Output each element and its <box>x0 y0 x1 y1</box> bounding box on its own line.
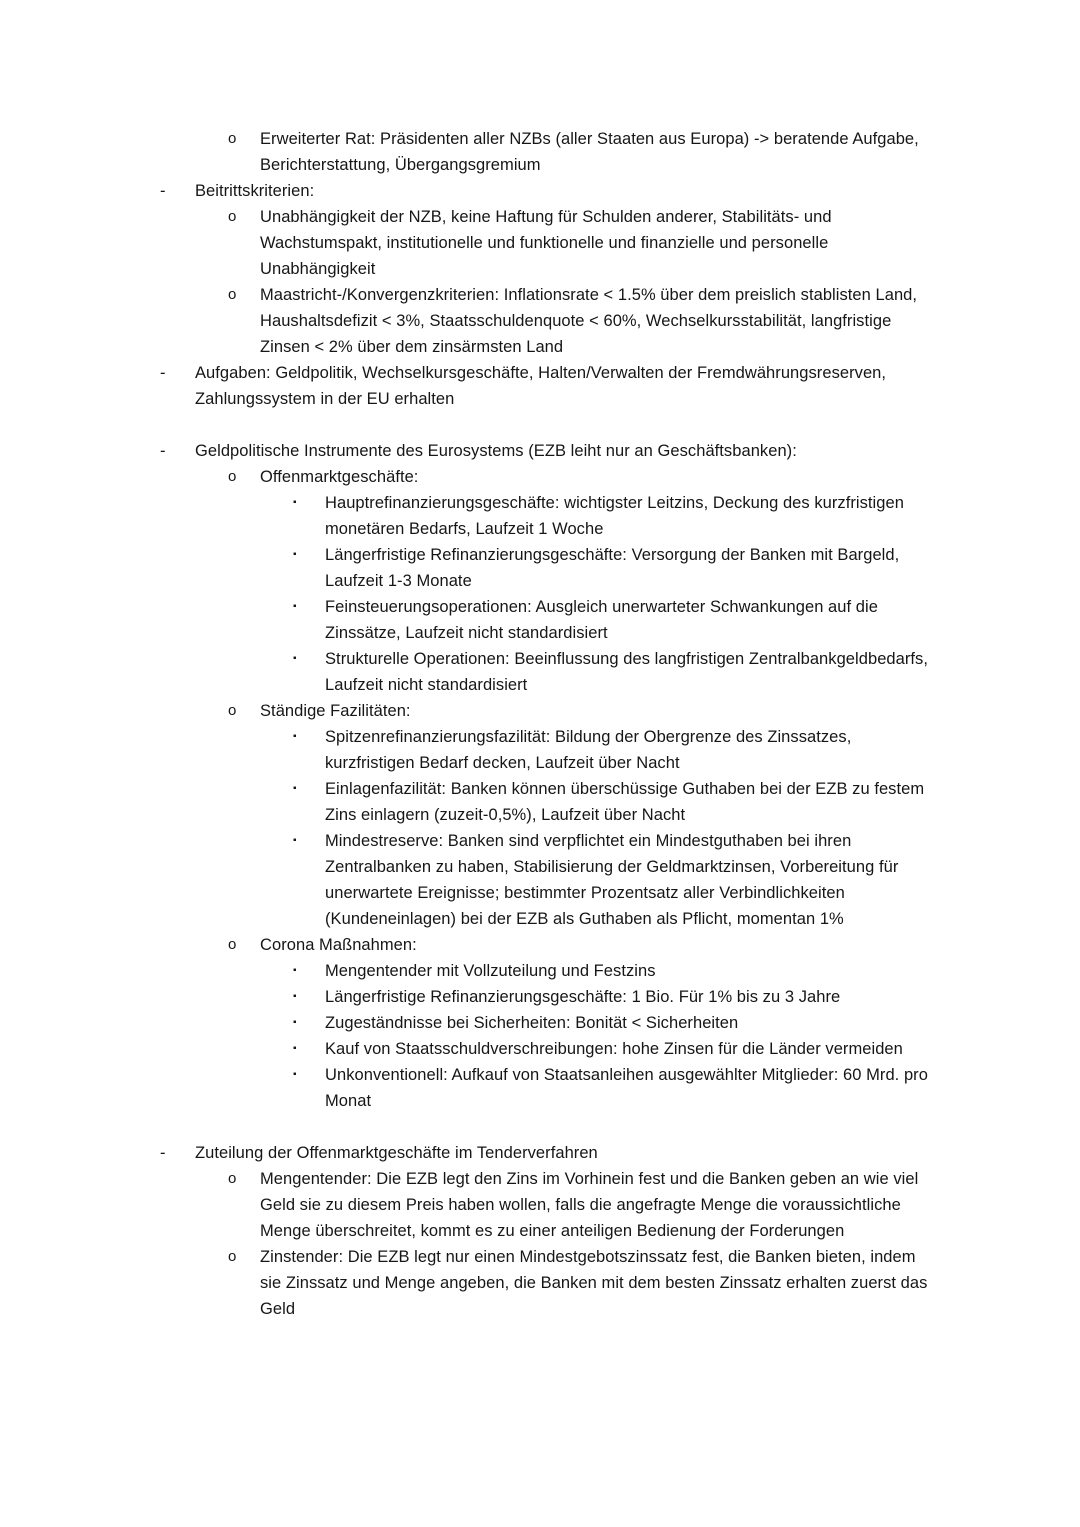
list-item <box>0 490 930 542</box>
list-text: Hauptrefinanzierungsgeschäfte: wichtigster Leitzins, Deckung des kurzfristigen monetären Bedarfs, Laufzeit 1 Woche <box>325 494 904 538</box>
list-item <box>0 828 930 932</box>
bullet-marker: o <box>228 1170 237 1187</box>
bullet-marker: ▪ <box>293 1069 297 1080</box>
bullet-marker: - <box>160 364 166 382</box>
bullet-marker: ▪ <box>293 1043 297 1054</box>
list-item <box>0 1166 930 1244</box>
bullet-marker: ▪ <box>293 549 297 560</box>
list-text: Mengentender: Die EZB legt den Zins im Vorhinein fest und die Banken geben an wie viel Geld sie zu diesem Preis haben wollen, falls die angefragte Menge die voraussichtliche Menge überschreitet, kommt es zu einer anteiligen Bedienung der Forderungen <box>260 1170 919 1240</box>
list-item <box>0 1010 930 1036</box>
list-text: Unabhängigkeit der NZB, keine Haftung für Schulden anderer, Stabilitäts- und Wachstumspakt, institutionelle und funktionelle und finanzielle und personelle Unabhängigkeit <box>260 208 832 278</box>
bullet-marker: - <box>160 1144 166 1162</box>
list-text: Maastricht-/Konvergenzkriterien: Inflationsrate < 1.5% über dem preislich stablisten Land, Haushaltsdefizit < 3%, Staatsschuldenquote < 60%, Wechselkursstabilität, langfristige Zinsen < 2% über dem zinsärmsten Land <box>260 286 918 356</box>
list-text: Aufgaben: Geldpolitik, Wechselkursgeschäfte, Halten/Verwalten der Fremdwährungsreserven, Zahlungssystem in der EU erhalten <box>195 364 887 408</box>
blank-line <box>0 412 930 438</box>
document-body <box>0 126 930 1322</box>
list-item <box>0 360 930 412</box>
list-item <box>0 126 930 178</box>
list-text: Erweiterter Rat: Präsidenten aller NZBs (aller Staaten aus Europa) -> beratende Aufgabe, Berichterstattung, Übergangsgremium <box>260 130 919 174</box>
list-item <box>0 464 930 490</box>
list-item <box>0 594 930 646</box>
list-text: Mengentender mit Vollzuteilung und Festzins <box>325 962 656 980</box>
bullet-marker: ▪ <box>293 783 297 794</box>
list-item <box>0 984 930 1010</box>
list-text: Zinstender: Die EZB legt nur einen Mindestgebotszinssatz fest, die Banken bieten, indem sie Zinssatz und Menge angeben, die Banken mit dem besten Zinssatz erhalten zuerst das Geld <box>260 1248 928 1318</box>
list-text: Strukturelle Operationen: Beeinflussung des langfristigen Zentralbankgeldbedarfs, Laufzeit nicht standardisiert <box>325 650 928 694</box>
list-text: Einlagenfazilität: Banken können überschüssige Guthaben bei der EZB zu festem Zins einlagern (zuzeit-0,5%), Laufzeit über Nacht <box>325 780 925 824</box>
list-item <box>0 1140 930 1166</box>
list-text: Feinsteuerungsoperationen: Ausgleich unerwarteter Schwankungen auf die Zinssätze, Laufzeit nicht standardisiert <box>325 598 878 642</box>
list-item <box>0 1244 930 1322</box>
list-text: Geldpolitische Instrumente des Eurosystems (EZB leiht nur an Geschäftsbanken): <box>195 442 797 460</box>
list-item <box>0 1062 930 1114</box>
bullet-marker: o <box>228 936 237 953</box>
bullet-marker: o <box>228 130 237 147</box>
list-text: Spitzenrefinanzierungsfazilität: Bildung der Obergrenze des Zinssatzes, kurzfristigen Bedarf decken, Laufzeit über Nacht <box>325 728 852 772</box>
list-text: Zuteilung der Offenmarktgeschäfte im Tenderverfahren <box>195 1144 598 1162</box>
bullet-marker: o <box>228 1248 237 1265</box>
list-text: Unkonventionell: Aufkauf von Staatsanleihen ausgewählter Mitglieder: 60 Mrd. pro Monat <box>325 1066 928 1110</box>
bullet-marker: ▪ <box>293 731 297 742</box>
bullet-marker: o <box>228 286 237 303</box>
bullet-marker: ▪ <box>293 835 297 846</box>
list-text: Mindestreserve: Banken sind verpflichtet ein Mindestguthaben bei ihren Zentralbanken zu haben, Stabilisierung der Geldmarktzinsen, Vorbereitung für unerwartete Ereignisse; bestimmter Prozentsatz aller Verbindlichkeiten (Kundeneinlagen) bei der EZB als Guthaben als Pflicht, momentan 1% <box>325 832 899 928</box>
bullet-marker: ▪ <box>293 601 297 612</box>
list-item <box>0 1036 930 1062</box>
list-item <box>0 646 930 698</box>
bullet-marker: - <box>160 442 166 460</box>
list-item <box>0 724 930 776</box>
list-text: Ständige Fazilitäten: <box>260 702 411 720</box>
bullet-marker: ▪ <box>293 653 297 664</box>
list-item <box>0 204 930 282</box>
list-item <box>0 958 930 984</box>
list-item <box>0 776 930 828</box>
list-text: Kauf von Staatsschuldverschreibungen: hohe Zinsen für die Länder vermeiden <box>325 1040 903 1058</box>
bullet-marker: ▪ <box>293 965 297 976</box>
list-text: Offenmarktgeschäfte: <box>260 468 419 486</box>
list-text: Zugeständnisse bei Sicherheiten: Bonität < Sicherheiten <box>325 1014 739 1032</box>
list-text: Längerfristige Refinanzierungsgeschäfte: Versorgung der Banken mit Bargeld, Laufzeit 1-3 Monate <box>325 546 900 590</box>
bullet-marker: ▪ <box>293 991 297 1002</box>
bullet-marker: o <box>228 702 237 719</box>
list-item <box>0 932 930 958</box>
bullet-marker: ▪ <box>293 1017 297 1028</box>
list-text: Längerfristige Refinanzierungsgeschäfte: 1 Bio. Für 1% bis zu 3 Jahre <box>325 988 841 1006</box>
list-text: Beitrittskriterien: <box>195 182 315 200</box>
bullet-marker: o <box>228 468 237 485</box>
bullet-marker: - <box>160 182 166 200</box>
blank-line <box>0 1114 930 1140</box>
bullet-marker: ▪ <box>293 497 297 508</box>
list-item <box>0 542 930 594</box>
bullet-marker: o <box>228 208 237 225</box>
list-item <box>0 698 930 724</box>
list-item <box>0 438 930 464</box>
list-item <box>0 178 930 204</box>
list-item <box>0 282 930 360</box>
list-text: Corona Maßnahmen: <box>260 936 417 954</box>
